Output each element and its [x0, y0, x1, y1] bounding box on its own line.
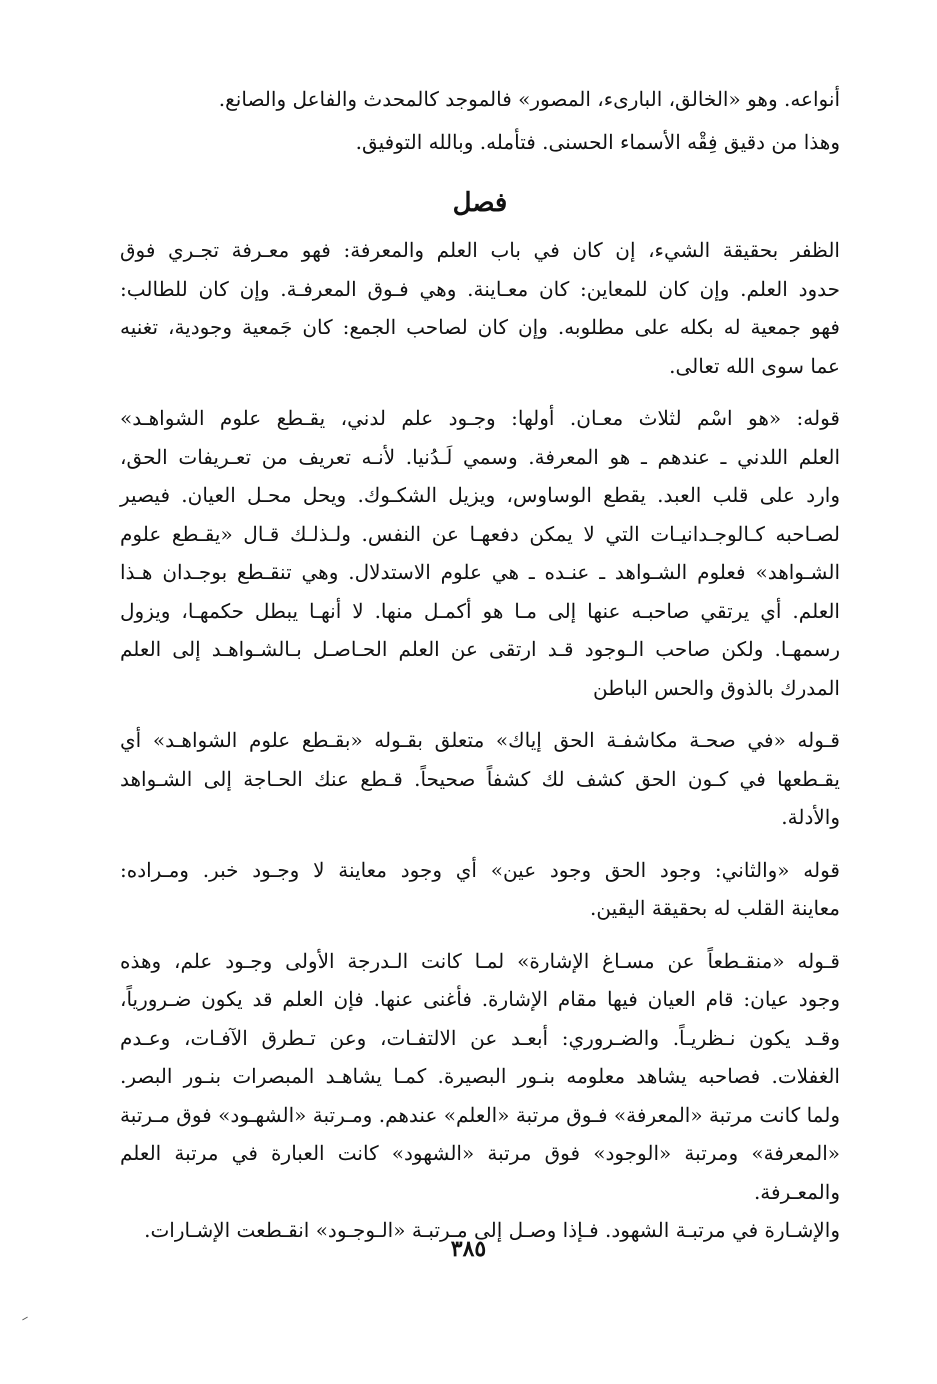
text-line: الغفلات. فصاحبه يشاهد معلومه بنـور البصيرة. كمـا يشاهـد المبصرات بنـور البصر. [120, 1064, 840, 1088]
text-line: رسمهـا. ولكن صاحب الـوجود قـد ارتقى عن العلم الحـاصـل بـالشـواهـد إلى العلم [120, 637, 840, 661]
section-body [120, 231, 840, 1250]
text-line: قوله «والثاني: وجود الحق وجود عين» أي وجود معاينة لا وجـود خبر. ومـراده: [120, 857, 840, 882]
text-line: «المعرفة» ومرتبة «الوجود» فوق مرتبة «الشهود» كانت العبارة في مرتبة العلم والمعـرفة. [120, 1141, 840, 1204]
text-line: أنواعه. وهو «الخالق، البارىء، المصور» فالموجد كالمحدث والفاعل والصانع. [218, 87, 840, 111]
text-line: قـوله «في صحـة مكاشفـة الحق إياك» متعلق بقـوله «بقـطع علوم الشواهـد» أي [120, 728, 840, 752]
paragraph [120, 231, 840, 385]
paragraph [120, 123, 840, 162]
paragraph [120, 399, 840, 707]
text-line: معاينة القلب له بحقيقة اليقين. [590, 896, 840, 920]
text-line: المدرك بالذوق والحس الباطن [593, 675, 840, 700]
scan-speck [22, 1317, 28, 1321]
section-heading: فصل [452, 188, 508, 218]
text-line: وهذا من دقيق فِقْه الأسماء الحسنى. فتأمله. وبالله التوفيق. [355, 129, 840, 154]
text-line: حدود العلم. وإن كان للمعاين: كان معـاينة. وهي فـوق المعرفـة. وإن كان للطالب: [120, 276, 840, 301]
paragraph [120, 721, 840, 837]
page-body [120, 80, 840, 1250]
page-number: ٣٨٥ [450, 1236, 487, 1262]
text-line: الشـواهد» فعلوم الشـواهد ـ عنـده ـ هي علوم الاستدلال. وهي تنقـطع بوجـدان هـذا [120, 560, 840, 584]
text-line: والأدلة. [781, 805, 840, 829]
text-line: وقـد يكون نـظريـاً. والضـروري: أبعـد عن الالتفـات، وعن تـطرق الآفـات، وعـدم [120, 1025, 840, 1050]
text-line: العلم اللدني ـ عندهم ـ هو المعرفة. وسمي لَـدُنيا. لأنـه تعريف من تعـريفات الحق، [120, 444, 840, 469]
text-line: ولما كانت مرتبة «المعرفة» فـوق مرتبة «العلم» عندهم. ومـرتبة «الشهـود» فوق مـرتبة [120, 1102, 840, 1127]
text-line: عما سوى الله تعالى. [669, 353, 840, 378]
paragraph [120, 942, 840, 1250]
text-line: وارد على قلب العبد. يقطع الوساوس، ويزيل الشكـوك. ويحل محـل العيان. فيصير [120, 483, 840, 507]
text-line: العلم. أي يرتقي صاحبـه عنها إلى مـا هو أكمـل منها. لا أنهـا يبطل حكمهـا، ويزول [120, 598, 840, 623]
text-line: وجود عيان: قام العيان فيها مقام الإشارة. فأغنى عنها. فإن العلم قد يكون ضـرورياً، [120, 987, 840, 1011]
intro-text [120, 80, 840, 161]
paragraph [120, 851, 840, 928]
paragraph [120, 80, 840, 119]
text-line: والإشـارة في مرتبـة الشهود. فـإذا وصـل إلى مـرتبـة «الـوجـود» انقـطعت الإشـارات. [144, 1218, 840, 1242]
text-line: قوله: «هو اسْم لثلاث معـان. أولها: وجـود علم لدني، يقـطع علوم الشواهـد» [120, 406, 840, 430]
text-line: الظفر بحقيقة الشيء، إن كان في باب العلم والمعرفة: فهو معـرفة تجـري فوق [120, 238, 840, 262]
text-line: فهو جمعية له بكله على مطلوبه. وإن كان لصاحب الجمع: كان جَمعية وجودية، تغنيه [120, 315, 840, 339]
text-line: قـوله «منقـطعاً عن مسـاغ الإشارة» لمـا كانت الـدرجة الأولى وجـود علم، وهذه [120, 948, 840, 973]
text-line: لصـاحبه كـالوجـدانيـات التي لا يمكن دفعهـا عن النفس. ولـذلـك قـال «يقـطع علوم [120, 521, 840, 546]
text-line: يقـطعها في كـون الحق كشف لك كشفاً صحيحاً. قـطع عنك الحـاجة إلى الشـواهد [120, 766, 840, 791]
